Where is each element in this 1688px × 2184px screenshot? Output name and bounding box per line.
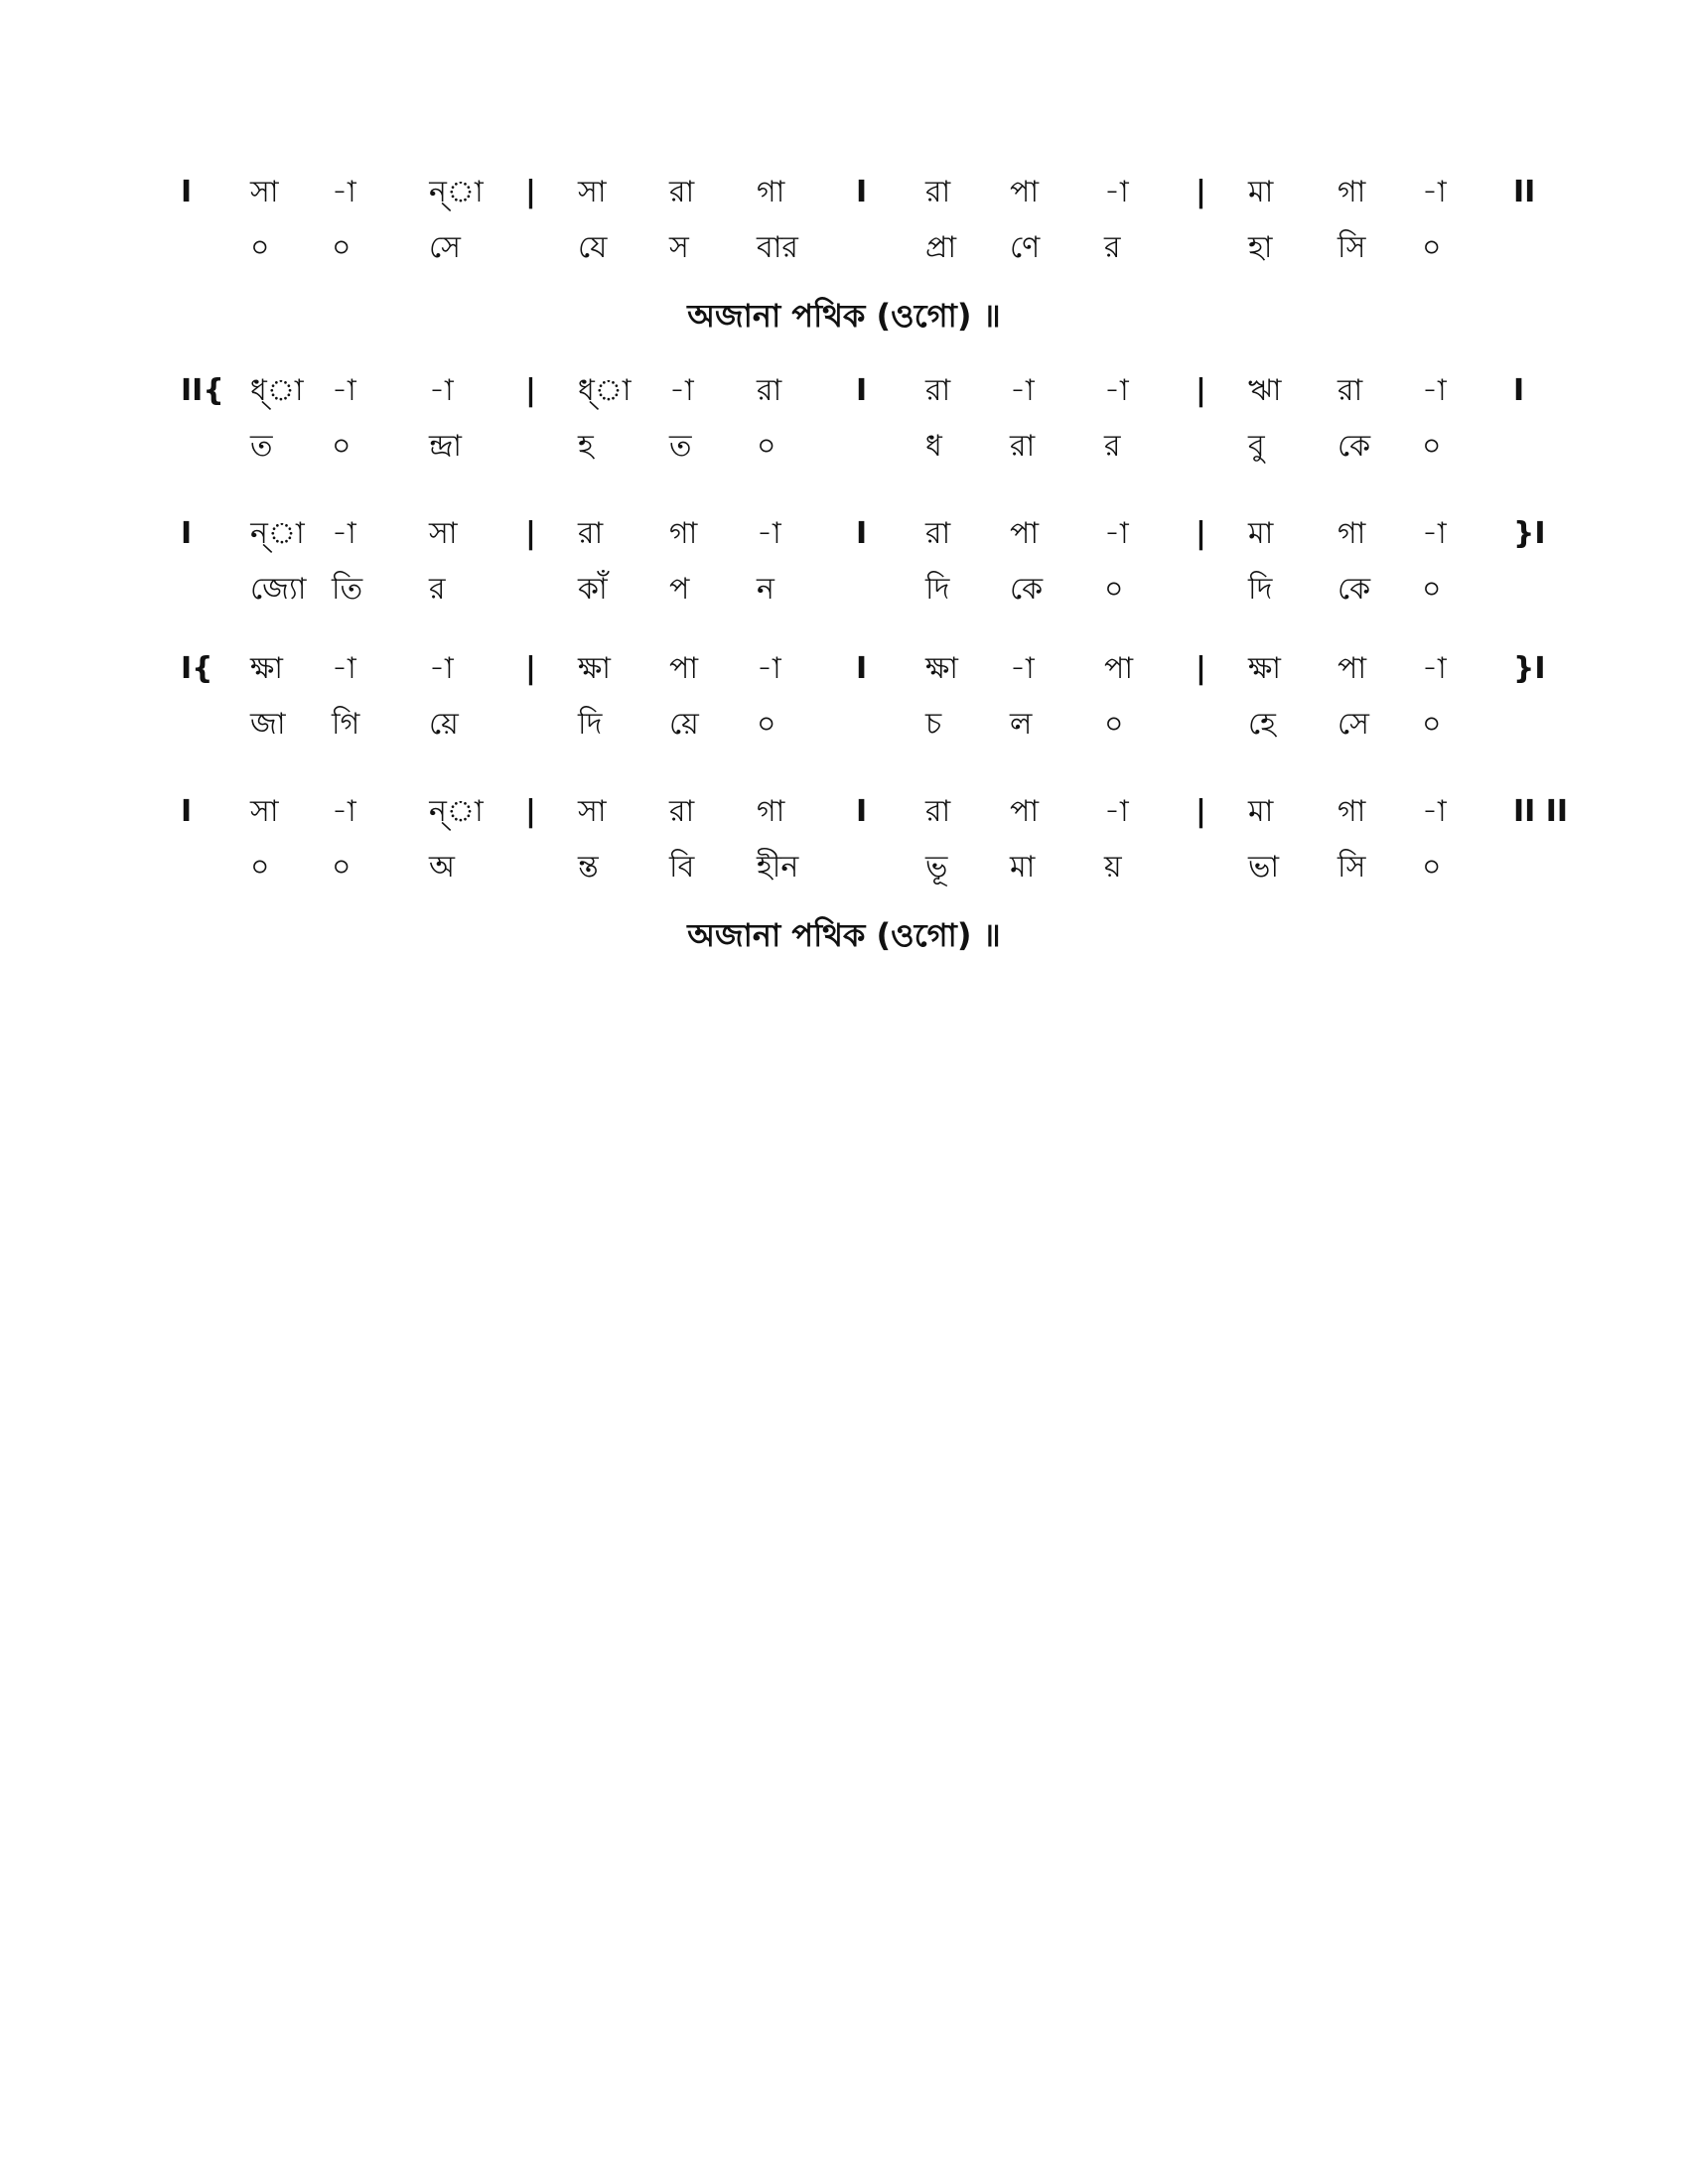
swara-note: -া	[757, 516, 781, 551]
barline: I	[856, 516, 868, 551]
barline: |	[525, 373, 536, 408]
lyric-syllable: তি	[332, 572, 363, 607]
swara-note: রা	[669, 175, 695, 209]
barline: I	[856, 175, 868, 209]
notation-row	[0, 641, 1688, 697]
notation-row	[0, 363, 1688, 419]
barline: |	[1196, 516, 1206, 551]
barline: }I	[1513, 651, 1546, 686]
barline: |	[525, 651, 536, 686]
lyric-syllable: ধ	[925, 429, 942, 464]
lyric-syllable: প	[669, 572, 690, 607]
swara-note: রা	[578, 516, 604, 551]
lyric-syllable: ০	[1422, 572, 1442, 607]
lyric-syllable: ০	[250, 230, 270, 265]
lyric-syllable: ণে	[1010, 230, 1041, 265]
swara-note: ন্া	[429, 794, 484, 829]
lyric-syllable: ভা	[1248, 850, 1280, 885]
lyric-syllable: ০	[1422, 429, 1442, 464]
swara-note: -া	[1104, 794, 1129, 829]
swara-note: -া	[1422, 651, 1447, 686]
swara-note: ন্া	[429, 175, 484, 209]
barline: |	[1196, 373, 1206, 408]
barline: }I	[1513, 516, 1546, 551]
lyric-syllable: দি	[578, 707, 603, 742]
barline: I	[1513, 373, 1525, 408]
lyric-syllable: কাঁ	[578, 572, 608, 607]
swara-note: -া	[332, 794, 356, 829]
notation-row	[0, 506, 1688, 562]
swara-note: সা	[578, 175, 607, 209]
lyric-syllable: চ	[925, 707, 942, 742]
lyric-syllable: ০	[332, 230, 352, 265]
swara-note: ঋা	[1248, 373, 1282, 408]
bar-start-mark: I	[181, 516, 193, 551]
swara-note: রা	[925, 373, 951, 408]
barline: II II	[1513, 794, 1569, 829]
lyric-syllable: কে	[1010, 572, 1044, 607]
lyric-syllable: বু	[1248, 429, 1265, 464]
swara-note: পা	[1337, 651, 1367, 686]
lyric-syllable: সে	[1337, 707, 1369, 742]
swara-note: গা	[757, 794, 785, 829]
lyric-syllable: ০	[1104, 572, 1124, 607]
lyric-syllable: হা	[1248, 230, 1273, 265]
lyric-syllable: মা	[1010, 850, 1036, 885]
swara-note: -া	[1422, 516, 1447, 551]
notation-row	[0, 784, 1688, 840]
swara-note: পা	[669, 651, 699, 686]
lyric-syllable: ০	[1104, 707, 1124, 742]
swara-note: সা	[578, 794, 607, 829]
swara-note: গা	[1337, 794, 1366, 829]
lyric-syllable: য়	[1104, 850, 1122, 885]
swara-note: -া	[429, 651, 454, 686]
swara-note: -া	[1104, 175, 1129, 209]
lyric-syllable: জা	[250, 707, 286, 742]
lyric-syllable: ০	[1422, 230, 1442, 265]
lyric-syllable: র	[1104, 230, 1121, 265]
lyric-syllable: ০	[1422, 707, 1442, 742]
lyric-syllable: র	[429, 572, 446, 607]
swara-note: মা	[1248, 175, 1274, 209]
barline: I	[856, 651, 868, 686]
swara-note: -া	[1422, 175, 1447, 209]
swara-note: ক্ষা	[578, 651, 612, 686]
swara-note: গা	[1337, 175, 1366, 209]
lyric-syllable: ০	[250, 850, 270, 885]
lyric-syllable: বি	[669, 850, 695, 885]
barline: |	[525, 794, 536, 829]
swara-note: -া	[669, 373, 694, 408]
swara-note: রা	[1337, 373, 1363, 408]
refrain-line: অজানা পথিক (ওগো) ॥	[687, 297, 1001, 335]
swara-note: সা	[250, 794, 279, 829]
lyric-syllable: রা	[1010, 429, 1036, 464]
lyric-syllable: হীন	[757, 850, 799, 885]
barline: I	[856, 373, 868, 408]
barline: |	[1196, 794, 1206, 829]
lyric-syllable: ভূ	[925, 850, 948, 885]
refrain-line: অজানা পথিক (ওগো) ॥	[687, 916, 1001, 954]
bar-start-mark: I	[181, 794, 193, 829]
lyric-syllable: ন্দ্রা	[429, 429, 462, 464]
swara-note: রা	[757, 373, 782, 408]
lyric-syllable: ন্ত	[578, 850, 599, 885]
swara-note: রা	[925, 516, 951, 551]
swara-note: রা	[925, 175, 951, 209]
lyric-row	[0, 419, 1688, 475]
barline: |	[1196, 175, 1206, 209]
lyric-row	[0, 697, 1688, 752]
lyric-syllable: ০	[757, 429, 776, 464]
barline: |	[525, 516, 536, 551]
lyric-syllable: গি	[332, 707, 360, 742]
bar-start-mark: I{	[181, 651, 213, 686]
swara-note: -া	[1422, 794, 1447, 829]
swara-note: -া	[1422, 373, 1447, 408]
lyric-syllable: প্রা	[925, 230, 957, 265]
swara-note: রা	[669, 794, 695, 829]
swara-note: -া	[757, 651, 781, 686]
lyric-syllable: সে	[429, 230, 461, 265]
swara-note: -া	[1104, 516, 1129, 551]
lyric-syllable: ত	[669, 429, 692, 464]
barline: |	[525, 175, 536, 209]
lyric-syllable: কে	[1337, 429, 1371, 464]
bar-start-mark: II{	[181, 373, 224, 408]
lyric-syllable: হে	[1248, 707, 1276, 742]
lyric-syllable: জ্যো	[250, 572, 307, 607]
swara-note: -া	[332, 175, 356, 209]
lyric-syllable: অ	[429, 850, 455, 885]
lyric-syllable: ০	[1422, 850, 1442, 885]
swara-note: ধ্া	[250, 373, 304, 408]
swara-note: -া	[429, 373, 454, 408]
lyric-syllable: য়ে	[429, 707, 459, 742]
swara-note: ক্ষা	[925, 651, 959, 686]
lyric-syllable: ০	[757, 707, 776, 742]
swara-note: মা	[1248, 516, 1274, 551]
lyric-syllable: কে	[1337, 572, 1371, 607]
lyric-syllable: যে	[578, 230, 608, 265]
lyric-syllable: সি	[1337, 850, 1366, 885]
swara-note: সা	[429, 516, 458, 551]
barline: |	[1196, 651, 1206, 686]
lyric-syllable: বার	[757, 230, 798, 265]
lyric-syllable: ন	[757, 572, 774, 607]
swara-note: রা	[925, 794, 951, 829]
lyric-syllable: ০	[332, 850, 352, 885]
notation-row	[0, 165, 1688, 220]
lyric-syllable: য়ে	[669, 707, 699, 742]
swara-note: -া	[1010, 373, 1035, 408]
swara-note: -া	[1104, 373, 1129, 408]
lyric-syllable: স	[669, 230, 689, 265]
swara-note: পা	[1010, 794, 1040, 829]
lyric-syllable: ল	[1010, 707, 1033, 742]
swara-note: গা	[757, 175, 785, 209]
lyric-syllable: দি	[925, 572, 950, 607]
swara-note: -া	[332, 373, 356, 408]
swara-note: পা	[1010, 516, 1040, 551]
swara-note: মা	[1248, 794, 1274, 829]
lyric-syllable: ত	[250, 429, 273, 464]
swara-note: গা	[1337, 516, 1366, 551]
swara-note: ক্ষা	[1248, 651, 1282, 686]
swara-note: -া	[1010, 651, 1035, 686]
swara-note: সা	[250, 175, 279, 209]
lyric-row	[0, 562, 1688, 617]
lyric-syllable: হ	[578, 429, 594, 464]
swara-note: ধ্া	[578, 373, 632, 408]
swara-note: ন্া	[250, 516, 305, 551]
lyric-syllable: দি	[1248, 572, 1273, 607]
lyric-syllable: ০	[332, 429, 352, 464]
lyric-row	[0, 220, 1688, 276]
barline: I	[856, 794, 868, 829]
barline: II	[1513, 175, 1536, 209]
swara-note: -া	[332, 651, 356, 686]
lyric-row	[0, 840, 1688, 895]
swara-note: পা	[1104, 651, 1134, 686]
lyric-syllable: সি	[1337, 230, 1366, 265]
bar-start-mark: I	[181, 175, 193, 209]
swara-note: পা	[1010, 175, 1040, 209]
swara-note: গা	[669, 516, 698, 551]
swara-note: -া	[332, 516, 356, 551]
swara-note: ক্ষা	[250, 651, 284, 686]
lyric-syllable: র	[1104, 429, 1121, 464]
